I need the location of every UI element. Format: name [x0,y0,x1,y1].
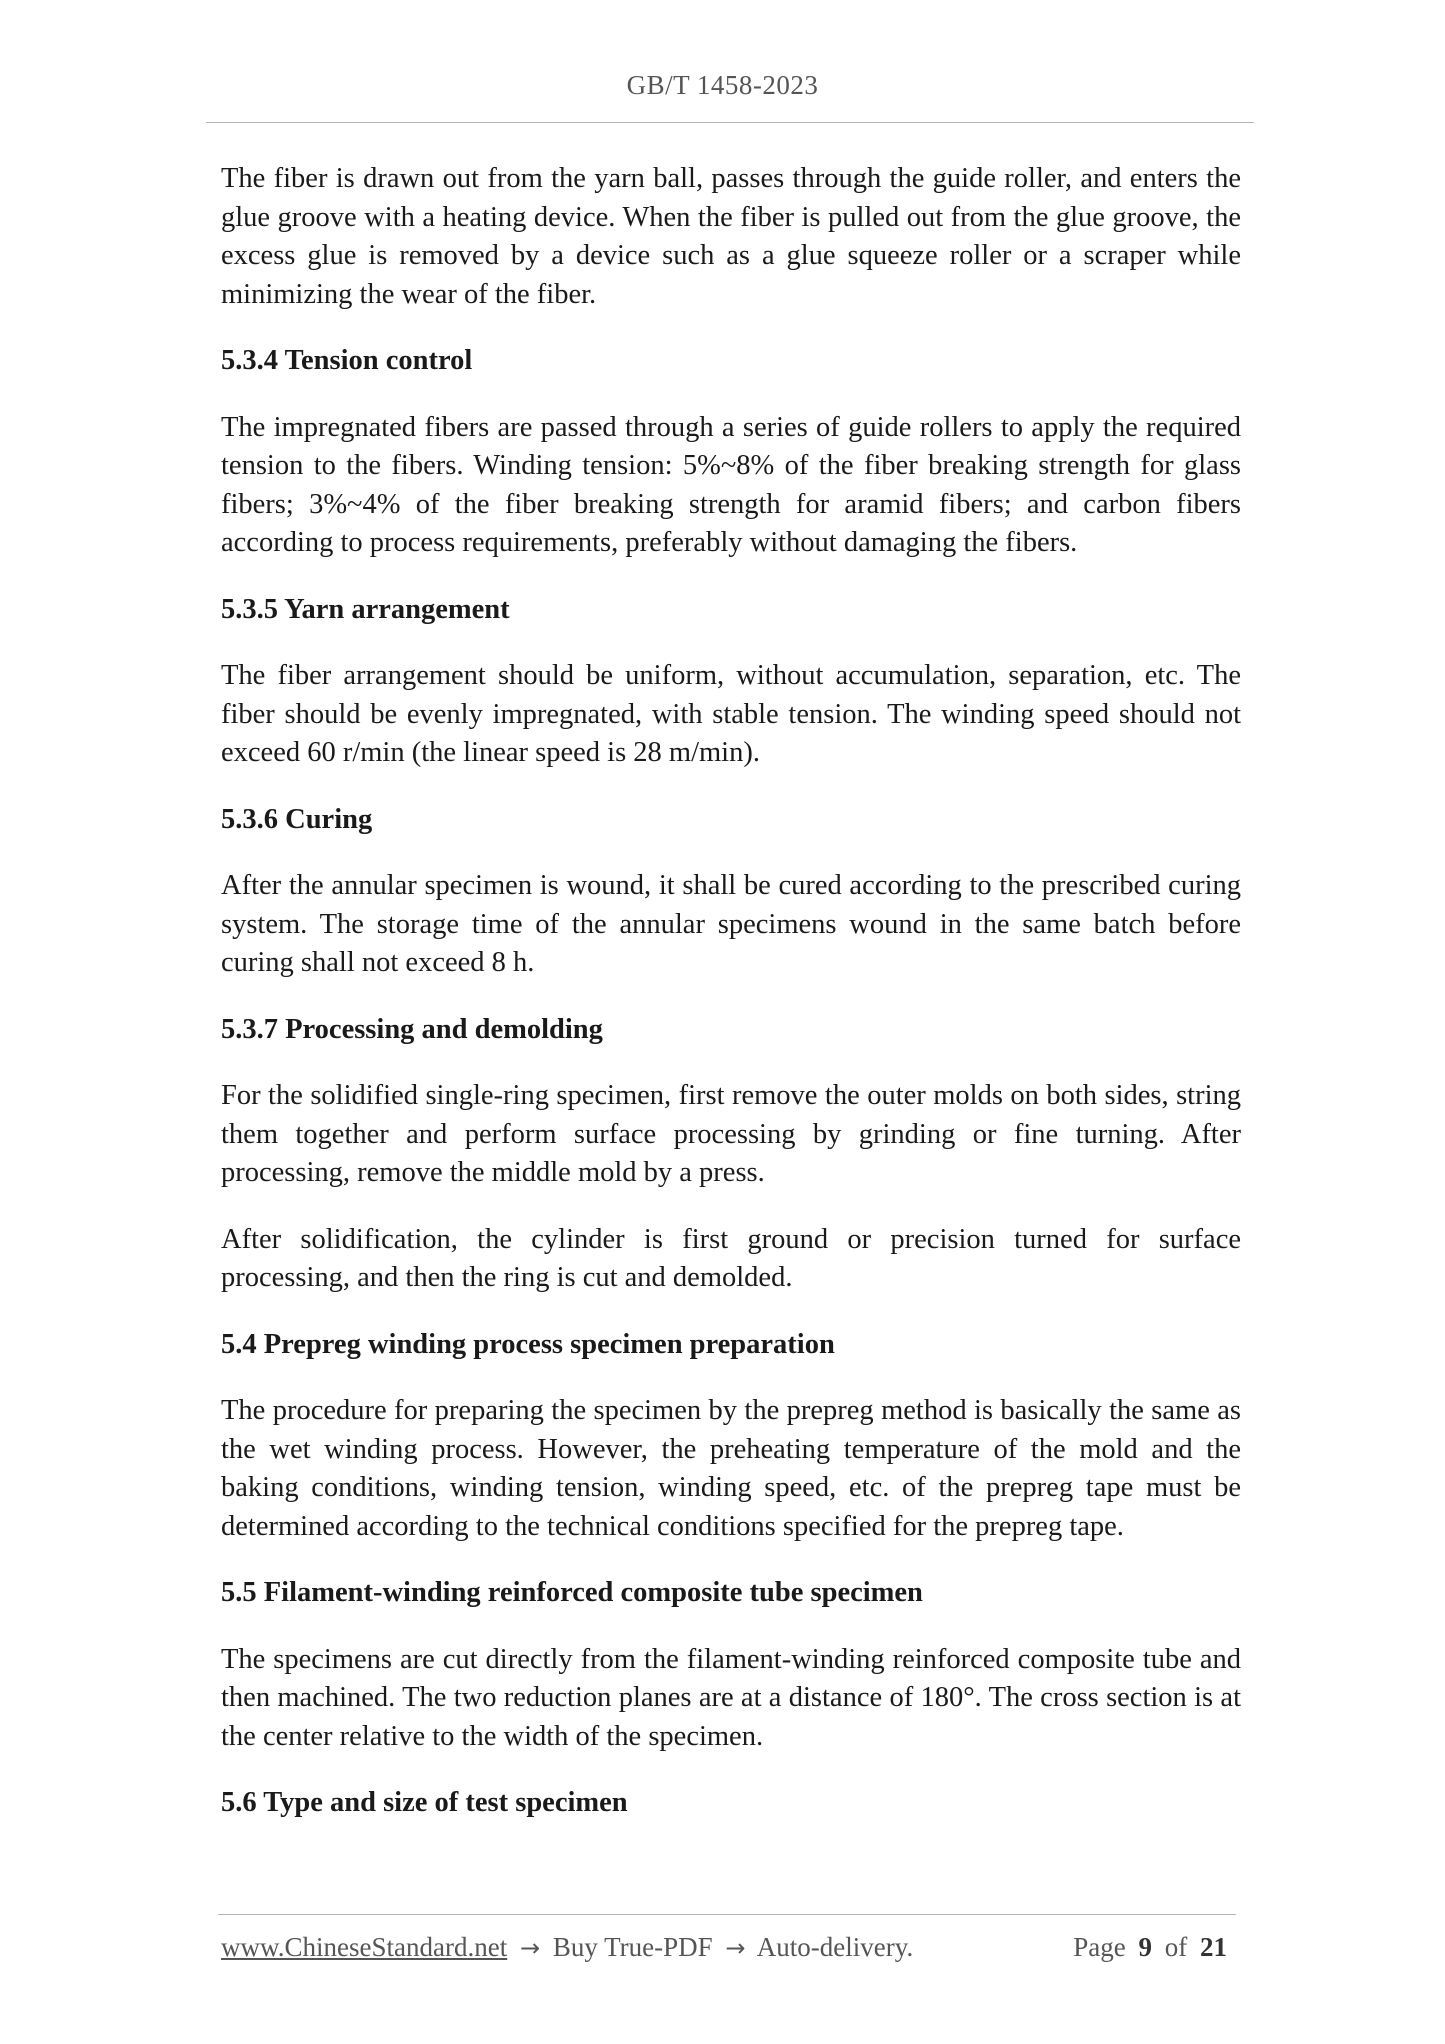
arrow-right-icon: → [519,1934,541,1962]
paragraph-curing: After the annular specimen is wound, it shall be cured according to the prescribed curing system. The storage time of the annular specimens wound in the same batch before curing shall not exceed 8 h. [221,870,1241,978]
header-divider [206,122,1254,123]
paragraph-single-ring-processing: For the solidified single-ring specimen, first remove the outer molds on both sides, string them together and perform surface processing by grinding or fine turning. After processing, remove the middle mold by a press. [221,1080,1241,1188]
heading-5-4: 5.4 Prepreg winding process specimen preparation [221,1328,835,1360]
page-word: Page [1073,1932,1126,1962]
heading-5-3-6: 5.3.6 Curing [221,803,373,835]
paragraph-cylinder-processing: After solidification, the cylinder is first ground or precision turned for surface processing, and then the ring is cut and demolded. [221,1223,1241,1293]
delivery-text: Auto-delivery. [756,1932,914,1962]
paragraph-tube-specimen: The specimens are cut directly from the filament-winding reinforced composite tube and then machined. The two reduction planes are at a distance of 180°. The cross section is at the center relative to the width of the specimen. [221,1643,1241,1752]
heading-5-3-5: 5.3.5 Yarn arrangement [221,593,510,625]
arrow-right-icon: → [725,1934,746,1962]
paragraph-tension-control: The impregnated fibers are passed through a series of guide rollers to apply the required tension to the fibers. Winding tension: 5%~8% of the fiber breaking strength for glass fibers; 3%~4% of the fiber breaking strength for aramid fibers; and carbon fibers according to process requirements, preferably without damaging the fibers. [221,411,1241,558]
heading-5-5: 5.5 Filament-winding reinforced composite tube specimen [221,1577,923,1608]
paragraph-fiber-drawing: The fiber is drawn out from the yarn ball, passes through the guide roller, and enters the glue groove with a heating device. When the fiber is pulled out from the glue groove, the excess glue is removed by a device such as a glue squeeze roller or a scraper while minimizing the wear of the fiber. [221,163,1241,310]
page-current: 9 [1138,1932,1152,1962]
buy-text: Buy True-PDF [552,1932,713,1962]
heading-5-3-7: 5.3.7 Processing and demolding [221,1013,603,1045]
heading-5-6: 5.6 Type and size of test specimen [221,1787,628,1818]
footer-divider [218,1914,1236,1915]
page-of: of [1164,1932,1188,1962]
heading-5-3-4: 5.3.4 Tension control [221,345,473,376]
page-body [221,160,1241,1851]
footer-left [221,1932,913,1963]
document-footer [221,1932,1233,1963]
site-link[interactable]: www.ChineseStandard.net [221,1932,508,1962]
document-header: GB/T 1458-2023 [626,70,819,100]
page-total: 21 [1200,1932,1227,1962]
paragraph-prepreg-procedure: The procedure for preparing the specimen by the prepreg method is basically the same as the wet winding process. However, the preheating temperature of the mold and the baking conditions, winding tension, winding speed, etc. of the prepreg tape must be determined according to the technical conditions specified for the prepreg tape. [221,1395,1241,1542]
page-indicator [1073,1932,1233,1963]
paragraph-yarn-arrangement: The fiber arrangement should be uniform, without accumulation, separation, etc. The fiber should be evenly impregnated, with stable tension. The winding speed should not exceed 60 r/min (the linear speed is 28 m/min). [221,660,1241,768]
